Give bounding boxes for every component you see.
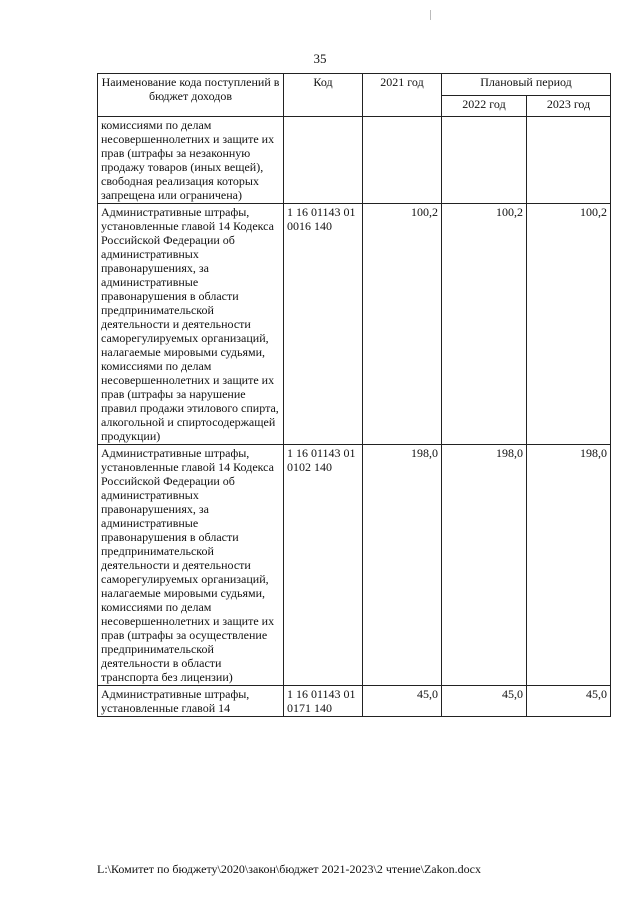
header-2022: 2022 год [442,95,527,117]
file-path-footer: L:\Комитет по бюджету\2020\закон\бюджет 2021-2023\2 чтение\Zakon.docx [97,862,481,876]
row-value-2021: 198,0 [363,445,442,686]
row-name: Административные штрафы, установленные главой 14 [98,686,284,717]
header-name: Наименование кода поступлений в бюджет доходов [98,74,284,117]
table-header-row [98,74,611,96]
page-number: 35 [313,51,327,66]
header-code: Код [284,74,363,117]
table-row [98,204,611,445]
row-code: 1 16 01143 01 0171 140 [284,686,363,717]
row-value-2021 [363,117,442,204]
row-name: комиссиями по делам несовершеннолетних и защите их прав (штрафы за незаконную продажу товаров (иных вещей), свободная реализация которых запрещена или ограничена) [98,117,284,204]
row-value-2022 [442,117,527,204]
table-row [98,445,611,686]
row-value-2021: 100,2 [363,204,442,445]
row-value-2023: 100,2 [527,204,611,445]
table-row [98,686,611,717]
row-code [284,117,363,204]
row-value-2023: 45,0 [527,686,611,717]
row-value-2022: 100,2 [442,204,527,445]
row-name: Административные штрафы, установленные главой 14 Кодекса Российской Федерации об административных правонарушениях, за административные правонарушения в области предпринимательской деятельности и деятельности саморегулируемых организаций, налагаемые мировыми судьями, комиссиями по делам несовершеннолетних и защите их прав (штрафы за нарушение правил продажи этилового спирта, алкогольной и спиртосодержащей продукции) [98,204,284,445]
table-row [98,117,611,204]
budget-income-table [97,73,611,717]
header-2021: 2021 год [363,74,442,117]
row-value-2023: 198,0 [527,445,611,686]
row-value-2022: 45,0 [442,686,527,717]
header-plan-period: Плановый период [442,74,611,96]
row-value-2022: 198,0 [442,445,527,686]
row-value-2023 [527,117,611,204]
row-code: 1 16 01143 01 0102 140 [284,445,363,686]
row-value-2021: 45,0 [363,686,442,717]
row-code: 1 16 01143 01 0016 140 [284,204,363,445]
scan-mark [430,10,431,20]
header-2023: 2023 год [527,95,611,117]
row-name: Административные штрафы, установленные главой 14 Кодекса Российской Федерации об административных правонарушениях, за административные правонарушения в области предпринимательской деятельности и деятельности саморегулируемых организаций, налагаемые мировыми судьями, комиссиями по делам несовершеннолетних и защите их прав (штрафы за осуществление предпринимательской деятельности в области транспорта без лицензии) [98,445,284,686]
